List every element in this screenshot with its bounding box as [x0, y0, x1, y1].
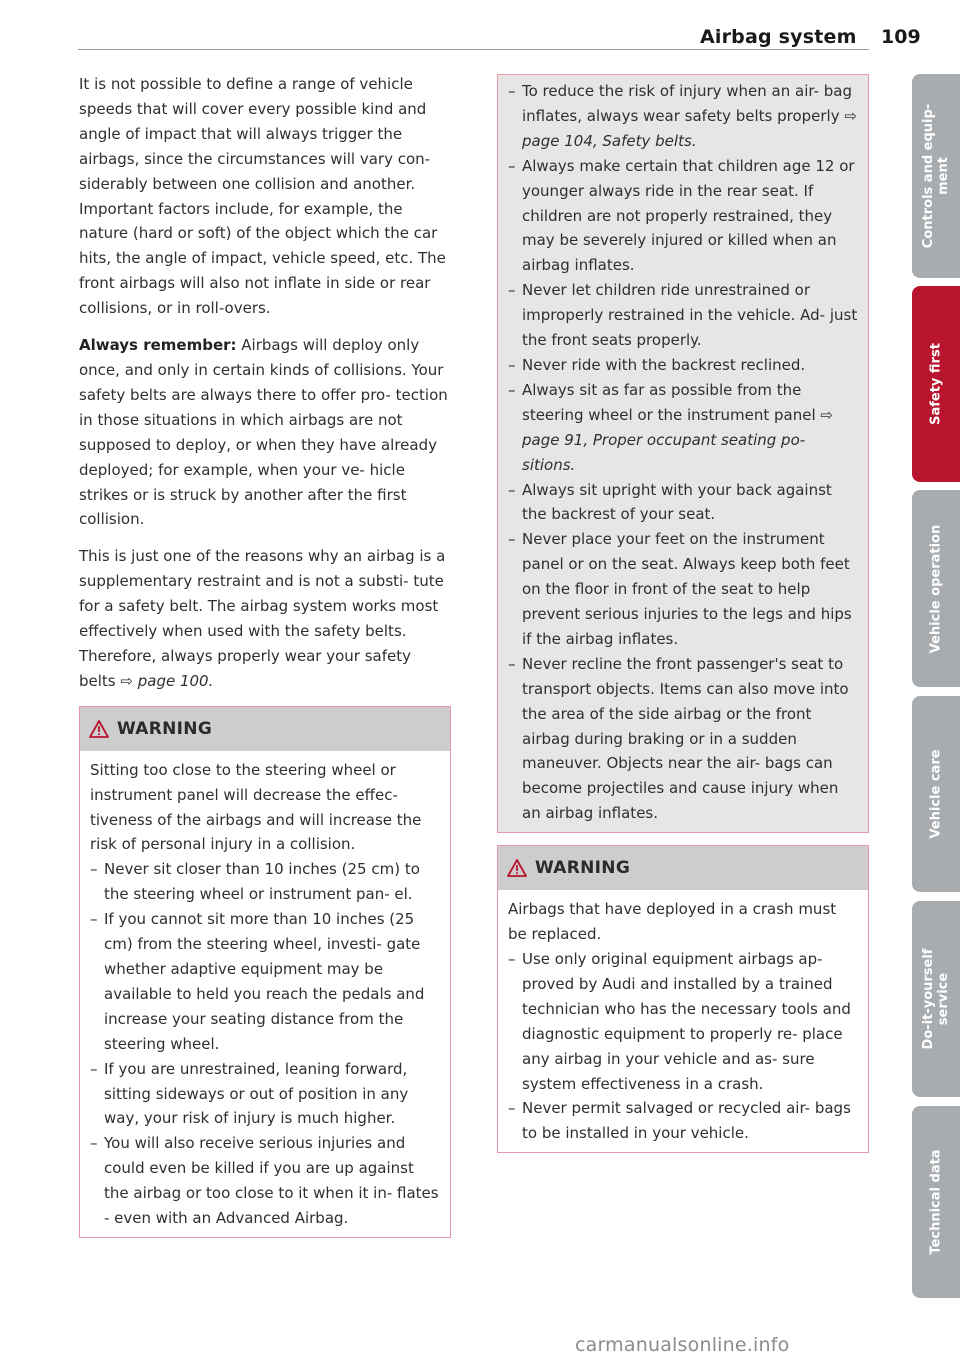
warning-intro: Airbags that have deployed in a crash must be replaced. [508, 900, 837, 944]
list-item: – Never recline the front passenger's seat to transport objects. Items can also move into the area of the side airbag or the front airbag during braking or in a sudden maneuver. Objects near the air- bags can become projectiles and cause injury when an airbag inflates. [508, 652, 858, 826]
tab-technical-data[interactable] [912, 1106, 960, 1298]
warning-body [498, 890, 868, 1152]
warning-body [80, 751, 450, 1237]
tab-label: Vehicle operation [928, 524, 944, 653]
list-item: – Always make certain that children age 12 or younger always ride in the rear seat. If children are not properly restrained, they may be severely injured or killed when an airbag inflates. [508, 154, 858, 279]
header-divider [78, 49, 869, 50]
paragraph-impact-speeds: It is not possible to define a range of vehicle speeds that will cover every possible kind and angle of impact that will always trigger the airbags, since the circumstances will vary con- siderably between one collision and another. Important factors include, for example, the nature (hard or soft) of the object which the car hits, the angle of impact, vehicle speed, etc. The front airbags will also not inflate in side or rear collisions, or in roll-overs. [79, 75, 446, 318]
warning-list [90, 857, 440, 1231]
warning-box-deployed-airbags [497, 845, 869, 1153]
warning-header [498, 846, 868, 890]
warning-triangle-icon [89, 720, 109, 738]
header-section-title: Airbag system [700, 26, 857, 48]
tab-label: Technical data [928, 1149, 944, 1255]
list-item: – You will also receive serious injuries and could even be killed if you are up against the airbag or too close to it when it in- flates - even with an Advanced Airbag. [90, 1131, 440, 1231]
list-item: – Use only original equipment airbags ap- proved by Audi and installed by a trained technician who has the necessary tools and diagnostic equipment to properly re- place any airbag in your vehicle and as- sure system effectiveness in a crash. [508, 947, 858, 1096]
warning-title: WARNING [117, 718, 213, 739]
warning-continued-list [508, 79, 858, 826]
always-remember-label: Always remember: [79, 336, 237, 355]
tab-safety-first[interactable] [912, 286, 960, 482]
list-item: – Never sit closer than 10 inches (25 cm) to the steering wheel or instrument pan- el. [90, 857, 440, 907]
paragraph-supplementary-restraint [79, 544, 451, 693]
tab-do-it-yourself-service[interactable] [912, 901, 960, 1097]
page-104-link[interactable]: ⇨ page 104, Safety belts. [522, 106, 857, 150]
paragraph-always-remember [79, 333, 451, 532]
watermark: carmanualsonline.info [575, 1334, 790, 1356]
page-91-link[interactable]: ⇨ page 91, Proper occupant seating po- sitions. [522, 405, 833, 474]
warning-box-continued [497, 74, 869, 833]
left-column [79, 72, 451, 1250]
list-item: – Never place your feet on the instrument panel or on the seat. Always keep both feet on the floor in front of the seat to help prevent serious injuries to the legs and hips if the airbag inflates. [508, 527, 858, 652]
list-item-text: Always sit as far as possible from the steering wheel or the instrument panel [522, 380, 821, 424]
page-100-link[interactable]: ⇨ page 100. [120, 671, 214, 690]
warning-intro: Sitting too close to the steering wheel or instrument panel will decrease the effec- tiveness of the airbags and will increase the risk of personal injury in a collision. [90, 760, 422, 854]
list-item: – Never permit salvaged or recycled air- bags to be installed in your vehicle. [508, 1096, 858, 1146]
list-item [508, 378, 858, 478]
list-item-text: To reduce the risk of injury when an air- bag inflates, always wear safety belts properly [522, 82, 852, 125]
list-item: – If you are unrestrained, leaning forward, sitting sideways or out of position in any way, your risk of injury is much higher. [90, 1057, 440, 1132]
list-item [508, 79, 858, 154]
list-item: – Always sit upright with your back against the backrest of your seat. [508, 478, 858, 528]
page-number: 109 [881, 26, 921, 48]
warning-continued-body [498, 75, 868, 832]
list-item: – If you cannot sit more than 10 inches (25 cm) from the steering wheel, investi- gate whether adaptive equipment may be available to held you reach the pedals and increase your seating distance from the steering wheel. [90, 907, 440, 1056]
warning-list [508, 947, 858, 1146]
right-column [497, 74, 869, 1165]
tab-label: Safety first [928, 343, 944, 425]
list-item: – Never ride with the backrest reclined. [508, 353, 858, 378]
warning-header [80, 707, 450, 751]
tab-label: Vehicle care [928, 749, 944, 839]
warning-triangle-icon [507, 859, 527, 877]
tab-label: Do-it-yourself service [921, 948, 951, 1050]
tab-controls-and-equipment[interactable] [912, 74, 960, 278]
always-remember-text: Airbags will deploy only once, and only in certain kinds of collisions. Your safety belts are always there to offer pro- tection in those situations in which airbags are not supposed to deploy, or when they have already deployed; for example, when your ve- hicle strikes or is struck by another after the first collision. [79, 336, 448, 529]
warning-box-seating-distance [79, 706, 451, 1238]
tab-vehicle-operation[interactable] [912, 490, 960, 687]
warning-title: WARNING [535, 858, 631, 879]
list-item: – Never let children ride unrestrained or improperly restrained in the vehicle. Ad- just the front seats properly. [508, 278, 858, 353]
tab-vehicle-care[interactable] [912, 696, 960, 892]
supplementary-text: This is just one of the reasons why an airbag is a supplementary restraint and is not a substi- tute for a safety belt. The airbag system works most effectively when used with the safety belts. Therefore, always properly wear your safety belts [79, 547, 446, 690]
tab-label: Controls and equip- ment [921, 103, 951, 249]
